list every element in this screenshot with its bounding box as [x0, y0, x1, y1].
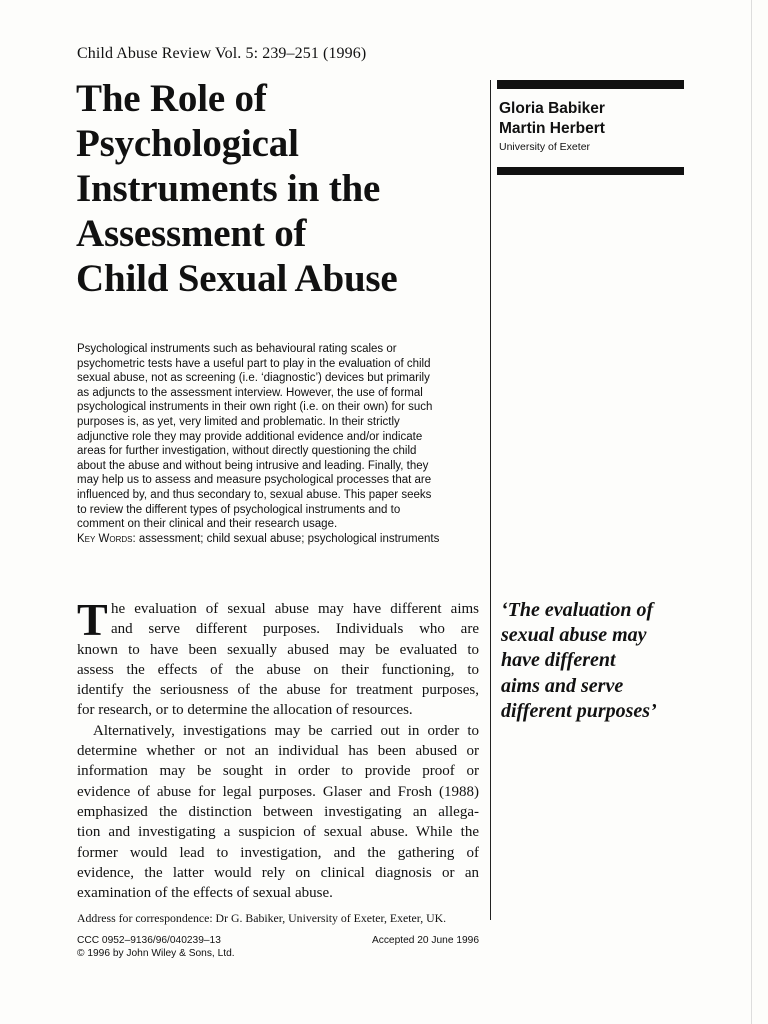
body-line: identify the seriousness of the abuse for treatment purposes,	[77, 682, 479, 699]
abstract-line: adjunctive role they may provide additional evidence and/or indicate	[77, 430, 423, 443]
abstract-line: as adjuncts to the assessment interview. However, the use of formal	[77, 386, 423, 399]
abstract-line: psychological instruments in their own right (i.e. on their own) for such	[77, 401, 433, 414]
body-line: Alternatively, investigations may be carried out in order to	[93, 722, 479, 739]
title-line: Assessment of	[76, 212, 307, 255]
author-block	[499, 99, 605, 155]
abstract-line: sexual abuse, not as screening (i.e. ‘diagnostic’) devices but primarily	[77, 372, 430, 385]
title-line: Child Sexual Abuse	[76, 257, 398, 300]
footer	[77, 935, 479, 960]
body-line: and serve different purposes. Individuals who are	[111, 621, 479, 638]
author-block-top-rule	[497, 80, 684, 89]
abstract-line: to review the different types of psychological instruments and to	[77, 503, 401, 516]
author-name: Gloria Babiker	[499, 100, 605, 117]
body-line: former would lead to investigation, and the gathering of	[77, 844, 479, 861]
abstract	[77, 342, 479, 546]
keywords-text: assessment; child sexual abuse; psychological instruments	[138, 532, 440, 545]
body-line: examination of the effects of sexual abuse.	[77, 885, 333, 902]
body-text	[77, 594, 479, 903]
pull-quote-line: sexual abuse may	[501, 624, 647, 647]
title-line: Instruments in the	[76, 167, 381, 210]
drop-cap: T	[77, 594, 108, 645]
footer-row	[77, 935, 479, 948]
ccc-code: CCC 0952–9136/96/040239–13	[77, 935, 221, 946]
abstract-line: about the abuse and without being intrusive and leading. Finally, they	[77, 459, 429, 472]
author-affiliation: University of Exeter	[499, 141, 591, 153]
body-line: tion and investigating a suspicion of sexual abuse. While the	[77, 824, 479, 841]
pull-quote-line: aims and serve	[501, 674, 624, 697]
body-line: evidence, the latter would rely on clinical diagnosis or an	[77, 864, 479, 881]
author-block-bottom-rule	[497, 167, 684, 175]
abstract-line: purposes is, as yet, very limited and problematic. In their strictly	[77, 415, 400, 428]
abstract-line: psychometric tests have a useful part to play in the evaluation of child	[77, 357, 431, 370]
body-line: information may be sought in order to provide proof or	[77, 763, 479, 780]
body-line: he evaluation of sexual abuse may have different aims	[111, 601, 479, 617]
abstract-line: may help us to assess and measure psychological processes that are	[77, 474, 432, 487]
abstract-line: influenced by, and thus secondary to, sexual abuse. This paper seeks	[77, 488, 432, 501]
pull-quote-line: ‘The evaluation of	[501, 599, 654, 621]
keywords-line	[77, 532, 479, 547]
body-line: assess the effects of the abuse on their functioning, to	[77, 661, 479, 678]
column-divider	[490, 80, 491, 920]
journal-citation: Child Abuse Review Vol. 5: 239–251 (1996)	[77, 45, 367, 62]
accepted-date: Accepted 20 June 1996	[371, 935, 479, 946]
correspondence-address: Address for correspondence: Dr G. Babiker, University of Exeter, Exeter, UK.	[77, 911, 447, 925]
pull-quote-line: have different	[501, 649, 616, 672]
abstract-line: Psychological instruments such as behavioural rating scales or	[77, 343, 397, 355]
body-line: known to have been sexually abused may be evaluated to	[77, 641, 479, 658]
title-line: Psychological	[76, 122, 299, 165]
body-line: emphasized the distinction between investigating an allega-	[77, 803, 479, 820]
body-line: determine whether or not an individual has been abused or	[77, 743, 479, 760]
abstract-line: comment on their clinical and their research usage.	[77, 518, 338, 531]
body-line: for research, or to determine the allocation of resources.	[77, 702, 413, 719]
pull-quote-line: different purposes’	[501, 699, 657, 722]
author-name: Martin Herbert	[499, 120, 605, 137]
pull-quote	[501, 598, 686, 724]
body-line: evidence of abuse for legal purposes. Glaser and Frosh (1988)	[77, 783, 479, 800]
article-title	[76, 76, 486, 301]
keywords-label: Key Words:	[77, 532, 136, 545]
copyright-notice: © 1996 by John Wiley & Sons, Ltd.	[77, 947, 235, 959]
abstract-line: areas for further investigation, without directly questioning the child	[77, 445, 417, 458]
title-line: The Role of	[76, 77, 267, 120]
page-edge-divider	[751, 0, 752, 1024]
